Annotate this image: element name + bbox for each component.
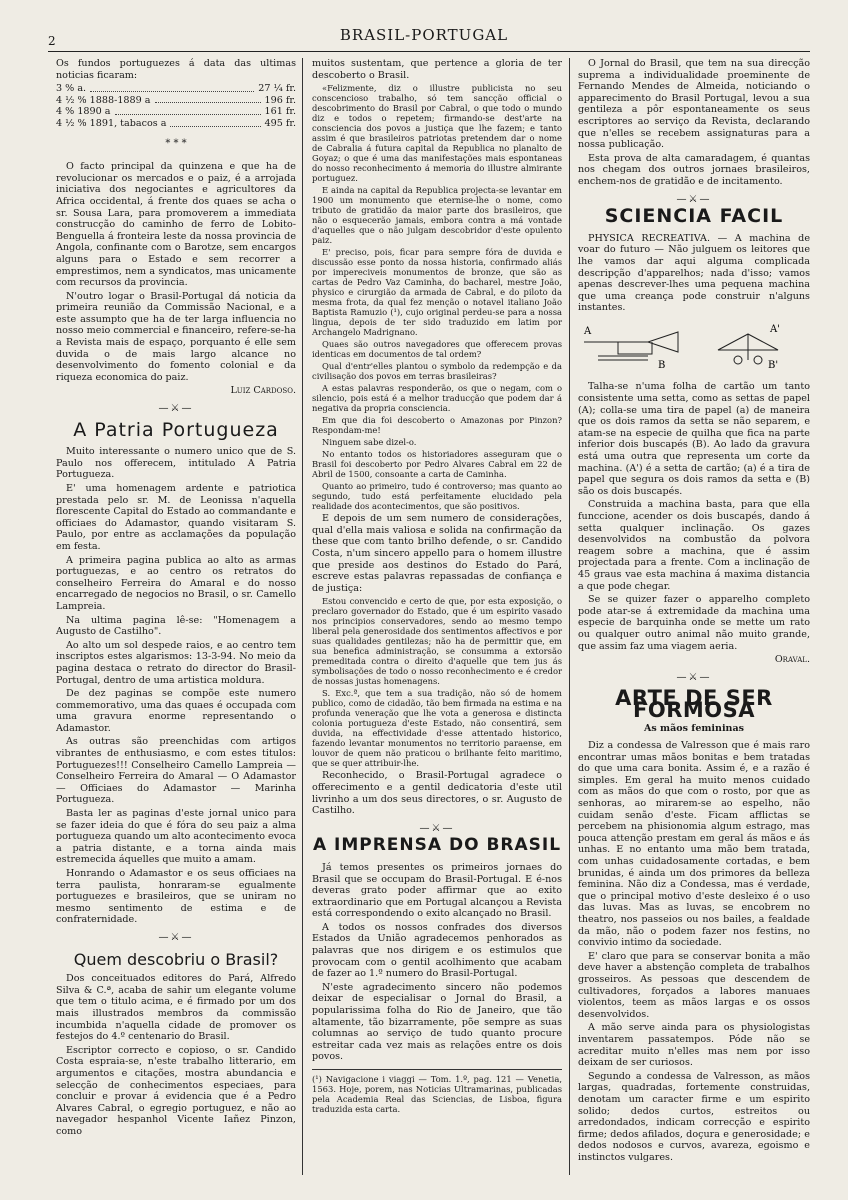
paragraph: Ao alto um sol despede raios, e ao centro tem inscriptos estes algarismos: 13-3-94. No meio da pagina destaca o retrato do director do Brasil-Portugal, dentro de uma artistica moldura. [56, 639, 296, 686]
buscape-circle [734, 356, 742, 364]
fund-row [56, 106, 296, 118]
column-2 [312, 58, 562, 1114]
paragraph: Diz a condessa de Valresson que é mais raro encontrar umas mãos bonitas e bem tratadas do que uma cara bonita. Assim é, e a razão é simples. Em geral ha muito menos cuidado com as mãos do que com o rosto, por que as senhoras, ao mirarem-se ao espelho, não cuidam senão d'este. Ficam afflictas se percebem na phisionomia algum estrago, mas pouca attenção prestam em geral ás mãos e ás unhas. E no entanto uma mão bem tratada, com unhas cuidadosamente cortadas, e bem brunidas, é ainda um dos primores da belleza feminina. Não diz a Condessa, mas é verdade, que o principal motivo d'este desleixo é o uso das luvas. Mas as luvas, se encobrem no theatro, nos passeios ou nos bailes, a fealdade da mão, não o podem fazer nos festins, no convivio intimo da sociedade. [578, 740, 810, 949]
fund-name: 3 % a. [56, 83, 87, 95]
paragraph: Construida a machina basta, para que ella funccione, acender os dois buscapés, dando á setta qualquer inclinação. Os gazes desenvolvidos na combustão da polvora reagem sobre a machina, que é assim projectada para a frente. Com a inclinação de 45 graus vae esta machina á maxima distancia a que pode chegar. [578, 499, 810, 592]
funds-list [56, 83, 296, 129]
heading-arte-de-ser-formosa: ARTE DE SER FORMOSA [615, 686, 773, 722]
heading-patria: A Patria Portugueza [73, 418, 279, 441]
quote-paragraph: A estas palavras responderão, os que o negam, com o silencio, pois está é a melhor traducção que podem dar á negativa da propria consciencia. [312, 383, 562, 414]
section-separator: —⚔— [676, 193, 712, 205]
quote-paragraph: Em que dia foi descoberto o Amazonas por Pinzon? Respondam-me! [312, 415, 562, 436]
column-3 [578, 58, 810, 1165]
paragraph: E' claro que para se conservar bonita a mão deve haver a abstenção completa de trabalhos grosseiros. As pessoas que descendem de cultivadores, forçados a labores manuaes violentos, teem as mãos largas e os ossos desenvolvidos. [578, 950, 810, 1020]
signature: Oraval. [774, 654, 810, 666]
quote-paragraph: E' preciso, pois, ficar para sempre fóra de duvida e discussão esse ponto da nossa historia, confirmado aliás por impereciveis monumentos de bronze, que são as cartas de Pedro Vaz Caminha, do bacharel, mestre João, physico e cirurgião da armada de Cabral, e do piloto da mesma frota, da qual fez menção o notavel italiano João Baptista Ramuzio (¹), cujo original perdeu-se para a nossa lingua, depois de ter sido traduzido em latim por Archangelo Madrignano. [312, 247, 562, 338]
fund-value: 161 fr. [264, 106, 296, 118]
footnote: (¹) Navigacione i viaggi — Tom. 1.º, pag. 121 — Venetia, 1563. Hoje, porem, nas Noticias Ultramarinas, publicadas pela Academia Real das Sciencias, de Lisboa, figura traduzida esta carta. [312, 1069, 562, 1114]
paragraph: De dez paginas se compõe este numero commemorativo, uma das quaes é occupada com uma gravura enorme representando o Adamastor. [56, 688, 296, 734]
paragraph: Se se quizer fazer o apparelho completo pode atar-se á extremidade da machina uma especie de barquinha onde se mette um rato ou qualquer outro animal não muito grande, que assim faz uma viagem aeria. [578, 594, 810, 652]
paragraph: N'outro logar o Brasil-Portugal dá noticia da primeira reunião da Commissão Nacional, e a este assumpto que ha de ter larga influencia no nosso meio commercial e financeiro, refere-se-ha a Revista mais de espaço, porquanto é elle sem duvida o de mais largo alcance no desenvolvimento do fomento colonial e da riqueza economica do paiz. [56, 290, 296, 383]
fund-name: 4 % 1890 a [56, 106, 111, 118]
quote-paragraph: S. Exc.ª, que tem a sua tradição, não só de homem publico, como de cidadão, tão bem firmada na estima e na profunda veneração que lhe vota a generosa e distincta colonia portugueza d'este Estado, não consentirá, sem duvida, na effectividade d'esse attentado historico, fazendo levantar monumentos no territorio paraense, em louvor de quem não praticou o brilhante feito maritimo, que se quer attribuir-lhe. [312, 688, 562, 769]
quote-paragraph: Estou convencido e certo de que, por esta exposição, o preclaro governador do Estado, que é um espirito vasado nos principios conservadores, sendo ao mesmo tempo liberal pela generosidade dos sentimentos affectivos e por suas qualidades gentilezas; não ha de permittir que, em sua benefica administração, se consumma a extorsão premeditada contra o direito d'aquelle que tem jus ás symbolisações de todo o nosso reconhecimento e é credor de nossas justas homenagens. [312, 596, 562, 687]
signature: Luiz Cardoso. [230, 385, 296, 397]
fund-row [56, 83, 296, 95]
fund-name: 4 ½ % 1891, tabacos a [56, 117, 167, 129]
section-separator: —⚔— [158, 403, 194, 415]
column-1 [56, 58, 296, 1139]
stars-divider: * * * [165, 137, 187, 149]
quote-paragraph: No entanto todos os historiadores asseguram que o Brasil foi descoberto por Pedro Alvares Cabral em 22 de Abril de 1500, consoante a carta de Caminha. [312, 449, 562, 480]
page-number: 2 [48, 34, 56, 48]
funds-intro: Os fundos portuguezes á data das ultimas noticias ficaram: [56, 58, 296, 81]
quote-paragraph: «Felizmente, diz o illustre publicista no seu conscencioso trabalho, só tem sancção official o descobrimento do Brasil por Cabral, o que todo o mundo diz e todos o repetem; firmando-se dest'arte na consciencia dos povos a justiça que lhe fazem; e tanto assim é que brasileiros patriotas pretendem dar o nome de Cabralia á futura capital da Republica no planalto de Goyaz; o que é uma das manifestações mais espontaneas do nosso reconhecimento á memoria do illustre almirante portuguez. [312, 83, 562, 184]
paragraph: Honrando o Adamastor e os seus officiaes na terra paulista, honraram-se egualmente portuguezes e brasileiros, que se uniram no mesmo sentimento de estima e de confraternidade. [56, 868, 296, 926]
section-separator: —⚔— [158, 931, 194, 943]
paragraph: N'este agradecimento sincero não podemos deixar de especialisar o Jornal do Brasil, a popularissima folha do Rio de Janeiro, que tão altamente, tão bizarramente, põe sempre as suas columnas ao serviço de tudo quanto procure estreitar cada vez mais as relações entre os dois povos. [312, 981, 562, 1063]
paragraph: E depois de um sem numero de considerações, qual d'ella mais valiosa e solida na confirmação da these que com tanto brilho defende, o sr. Candido Costa, n'um sincero appello para o homem illustre que preside aos destinos do Estado do Pará, escreve estas palavras repassadas de confiança e de justiça: [312, 513, 562, 594]
fund-name: 4 ½ % 1888-1889 a [56, 94, 151, 106]
paragraph: As outras são preenchidas com artigos vibrantes de enthusiasmo, e com estes titulos: Portuguezes!!! Conselheiro Camello Lampreia — Conselheiro Ferreira do Amaral — O Adamastor — Officiaes do Adamastor — Marinha Portugueza. [56, 736, 296, 806]
paragraph: muitos sustentam, que pertence a gloria de ter descoberto o Brasil. [312, 58, 562, 81]
quote-paragraph: Quanto ao primeiro, tudo é controverso; mas quanto ao segundo, tudo está perfeitamente elucidado pela realidade dos acontecimentos, que são positivos. [312, 481, 562, 512]
label-a: A [584, 325, 592, 337]
quote-paragraph: Qual d'entr'elles plantou o symbolo da redempção e da civilisação dos povos em terras brasileiras? [312, 361, 562, 382]
paragraph: Escriptor correcto e copioso, o sr. Candido Costa espraia-se, n'este trabalho litterario, em argumentos e citações, mostra abundancia e selecção de conhecimentos especiaes, para concluir e provar á evidencia que é a Pedro Alvares Cabral, o egregio portuguez, e não ao navegador hespanhol Vicente Iañez Pinzon, como [56, 1044, 296, 1137]
paragraph: O facto principal da quinzena e que ha de revolucionar os mercados e o paiz, é a arrojada iniciativa dos negociantes e agricultores da Africa occidental, á frente dos quaes se acha o sr. Sousa Lara, para promoverem a immediata construcção do caminho de ferro de Lobito-Benguella á fronteira leste da nossa provincia de Angola, confinante com o Barotze, sem encargos alguns para o Estado e sem recorrer a emprestimos, nem a syndicatos, mas unicamente com recursos da provincia. [56, 161, 296, 289]
paragraph: A todos os nossos confrades dos diversos Estados da União agradecemos penhorados as palavras que nos dirigem e os estimulos que provocam com o gentil acolhimento que acabam de fazer ao 1.º numero do Brasil-Portugal. [312, 921, 562, 980]
quote-paragraph: Ninguem sabe dizel-o. [322, 437, 417, 448]
paragraph: Muito interessante o numero unico que de S. Paulo nos offerecem, intitulado A Patria Portugueza. [56, 446, 296, 481]
label-b-prime: B' [768, 359, 779, 370]
fund-row [56, 95, 296, 107]
paragraph: E' uma homenagem ardente e patriotica prestada pelo sr. M. de Leonissa n'aquella florescente Capital do Estado ao commandante e officiaes do Adamastor, quando visitaram S. Paulo, por entre as acclamações da população em festa. [56, 483, 296, 552]
quotation-block [312, 83, 562, 511]
paragraph: Na ultima pagina lê-se: "Homenagem a Augusto de Castilho". [56, 614, 296, 638]
heading-quem-descobriu: Quem descobriu o Brasil? [73, 949, 279, 969]
fund-value: 495 fr. [264, 117, 296, 129]
paragraph: PHYSICA RECREATIVA. — A machina de voar do futuro — Não julguem os leitores que lhe vamos dar aqui alguma complicada descripção d'apparelhos; nada d'isso; vamos apenas descrever-lhes uma pequena machina que uma creança pode construir n'alguns instantes. [578, 232, 810, 314]
paragraph: Basta ler as paginas d'este jornal unico para se fazer ideia do que é fóra do seu paiz a alma portugueza quando um alto acontecimento evoca a patria distante, e a torna ainda mais estremecida áquelles que muito a amam. [56, 808, 296, 866]
heading-imprensa: A IMPRENSA DO BRASIL [312, 835, 562, 856]
quotation-block [312, 596, 562, 768]
fund-value: 196 fr. [264, 94, 296, 106]
label-b: B [658, 359, 666, 370]
paragraph: Dos conceituados editores do Pará, Alfredo Silva & C.ª, acaba de sahir um elegante volume que tem o titulo acima, e é firmado por um dos mais illustrados membros da commissão incumbida n'aquella cidade de promover os festejos do 4.º centenario do Brasil. [56, 973, 296, 1043]
column-rule [569, 58, 570, 1175]
paragraph: Esta prova de alta camaradagem, é quantas nos chegam dos outros jornaes brasileiros, enchem-nos de gratidão e de incitamento. [578, 152, 810, 187]
label-a-prime: A' [770, 323, 780, 335]
quote-paragraph: E ainda na capital da Republica projecta-se levantar em 1900 um monumento que eternise-lhe o nome, como tributo de gratidão da maior parte dos brasileiros, que não o esquecerão jamais, embora contra a má vontade d'aquelles que o não julgam descobridor d'este opulento paiz. [312, 185, 562, 246]
flying-machine-illustration [578, 320, 810, 374]
header-rule [48, 51, 810, 52]
column-rule [302, 58, 303, 1175]
subheading-maos: As mãos femininas [644, 722, 744, 734]
flying-machine-drawing [578, 320, 810, 370]
keel-shape [618, 342, 652, 354]
quote-paragraph: Quaes são outros navegadores que offerecem provas identicas em documentos de tal ordem? [312, 339, 562, 360]
paragraph: Reconhecido, o Brasil-Portugal agradece o offerecimento e a gentil dedicatoria d'este util livrinho a um dos seus directores, o sr. Augusto de Castilho. [312, 770, 562, 817]
fund-row [56, 118, 296, 130]
section-separator: —⚔— [676, 671, 712, 683]
running-header: BRASIL-PORTUGAL [339, 26, 509, 44]
paragraph: A mão serve ainda para os physiologistas inventarem passatempos. Póde não se acreditar muito n'elles mas nem por isso deixam de ser curiosos. [578, 1022, 810, 1069]
fund-value: 27 ¼ fr. [258, 83, 296, 95]
heading-sciencia-facil: SCIENCIA FACIL [604, 205, 784, 228]
paragraph: Talha-se n'uma folha de cartão um tanto consistente uma setta, como as settas de papel (A); colla-se uma tira de papel (a) de maneira que os dois ramos da setta se não separem, e atam-se na especie de quilha que fica na parte inferior dois buscapés (B). Ao lado da gravura está uma outra que representa um corte da machina. (A') é a setta de cartão; (a) é a tira de papel que segura os dois ramos da setta e (B) são os dois buscapés. [578, 381, 810, 497]
paragraph: A primeira pagina publica ao alto as armas portuguezas, e ao centro os retratos do conselheiro Ferreira do Amaral e do nosso encarregado de negocios no Brasil, o sr. Camello Lampreia. [56, 554, 296, 612]
arrow-body-shape [584, 332, 678, 352]
section-separator: —⚔— [419, 822, 455, 834]
paragraph: Segundo a condessa de Valresson, as mãos largas, quadradas, fortemente construidas, denotam um caracter firme e um espirito solido; dedos curtos, estreitos ou arredondados, indicam correcção e espirito firme; dedos afilados, doçura e generosidade; e dedos nodosos e curvos, avareza, egoismo e instinctos vulgares. [578, 1070, 810, 1163]
paragraph: Já temos presentes os primeiros jornaes do Brasil que se occupam do Brasil-Portugal. E é-nos deveras grato poder affirmar que ao exito extraordinario que em Portugal alcançou a Revista está correspondendo o exito alcançado no Brasil. [312, 861, 562, 920]
buscape-circle [754, 356, 762, 364]
paragraph: O Jornal do Brasil, que tem na sua direcção suprema a individualidade proeminente de Fernando Mendes de Almeida, noticiando o apparecimento do Brasil Portugal, levou a sua gentileza a pôr espontaneamente os seus escriptores ao serviço da Revista, declarando que n'elles se recebem assignaturas para a nossa publicação. [578, 58, 810, 151]
